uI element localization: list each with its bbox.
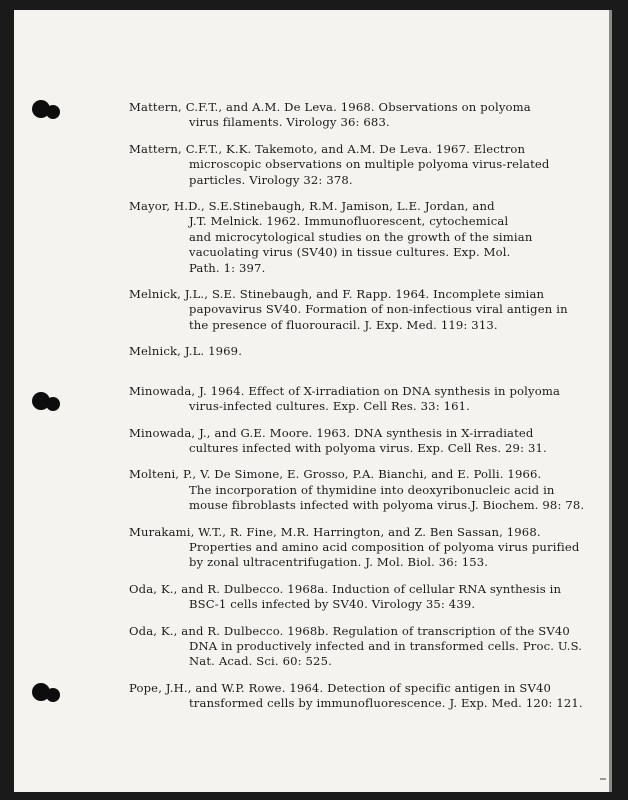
- reference-line: Oda, K., and R. Dulbecco. 1968a. Induction of cellular RNA synthesis in: [129, 581, 562, 596]
- reference-line: particles. Virology 32: 378.: [189, 172, 353, 187]
- reference-entry: [129, 344, 599, 359]
- reference-entry: [129, 287, 599, 333]
- reference-entry: [129, 100, 599, 131]
- reference-line: by zonal ultracentrifugation. J. Mol. Biol. 36: 153.: [189, 555, 489, 570]
- reference-entry: [129, 467, 599, 513]
- reference-line: Mattern, C.F.T., K.K. Takemoto, and A.M. De Leva. 1967. Electron: [129, 141, 526, 156]
- reference-line: Mattern, C.F.T., and A.M. De Leva. 1968. Observations on polyoma: [129, 100, 531, 114]
- reference-line: and microcytological studies on the growth of the simian: [189, 229, 533, 244]
- reference-line: Melnick, J.L. 1969.: [129, 344, 243, 359]
- reference-line: mouse fibroblasts infected with polyoma virus.J. Biochem. 98: 78.: [189, 498, 585, 513]
- reference-line: DNA in productively infected and in transformed cells. Proc. U.S.: [189, 638, 583, 653]
- reference-line: Molteni, P., V. De Simone, E. Grosso, P.A. Bianchi, and E. Polli. 1966.: [129, 467, 542, 482]
- reference-line: transformed cells by immunofluorescence. J. Exp. Med. 120: 121.: [189, 696, 583, 711]
- reference-line: Properties and amino acid composition of polyoma virus purified: [189, 539, 580, 554]
- reference-line: virus-infected cultures. Exp. Cell Res. 33: 161.: [189, 399, 470, 414]
- reference-line: The incorporation of thymidine into deoxyribonucleic acid in: [189, 482, 555, 497]
- punch-hole-top-2: [46, 105, 60, 119]
- reference-entry: [129, 384, 599, 415]
- page-corner-mark: [600, 778, 606, 780]
- reference-entry: [129, 199, 599, 276]
- reference-line: Murakami, W.T., R. Fine, M.R. Harrington, and Z. Ben Sassan, 1968.: [129, 524, 541, 539]
- reference-entry: [129, 624, 599, 670]
- reference-line: Nat. Acad. Sci. 60: 525.: [189, 654, 332, 669]
- reference-line: Oda, K., and R. Dulbecco. 1968b. Regulation of transcription of the SV40: [129, 623, 570, 638]
- reference-line: cultures infected with polyoma virus. Exp. Cell Res. 29: 31.: [189, 440, 547, 455]
- reference-line: microscopic observations on multiple polyoma virus-related: [189, 157, 550, 172]
- punch-hole-bottom-2: [46, 688, 60, 702]
- reference-line: the presence of fluorouracil. J. Exp. Med. 119: 313.: [189, 317, 498, 332]
- reference-entry: [129, 426, 599, 457]
- punch-hole-middle-2: [46, 397, 60, 411]
- reference-entry: [129, 681, 599, 712]
- reference-line: Minowada, J. 1964. Effect of X-irradiation on DNA synthesis in polyoma: [129, 383, 561, 398]
- reference-line: Mayor, H.D., S.E.Stinebaugh, R.M. Jamison, L.E. Jordan, and: [129, 199, 495, 214]
- page-edge: [609, 10, 612, 792]
- reference-line: Minowada, J., and G.E. Moore. 1963. DNA synthesis in X-irradiated: [129, 425, 534, 440]
- reference-line: J.T. Melnick. 1962. Immunofluorescent, cytochemical: [189, 214, 509, 229]
- reference-line: virus filaments. Virology 36: 683.: [189, 115, 390, 130]
- reference-line: papovavirus SV40. Formation of non-infectious viral antigen in: [189, 302, 568, 317]
- reference-line: Path. 1: 397.: [189, 260, 266, 275]
- reference-entry: [129, 582, 599, 613]
- reference-line: vacuolating virus (SV40) in tissue cultures. Exp. Mol.: [189, 245, 511, 260]
- reference-list: [129, 100, 599, 712]
- reference-line: Pope, J.H., and W.P. Rowe. 1964. Detection of specific antigen in SV40: [129, 680, 552, 695]
- reference-entry: [129, 142, 599, 188]
- reference-entry: [129, 525, 599, 571]
- reference-line: BSC-1 cells infected by SV40. Virology 35: 439.: [189, 597, 476, 612]
- reference-line: Melnick, J.L., S.E. Stinebaugh, and F. Rapp. 1964. Incomplete simian: [129, 287, 545, 302]
